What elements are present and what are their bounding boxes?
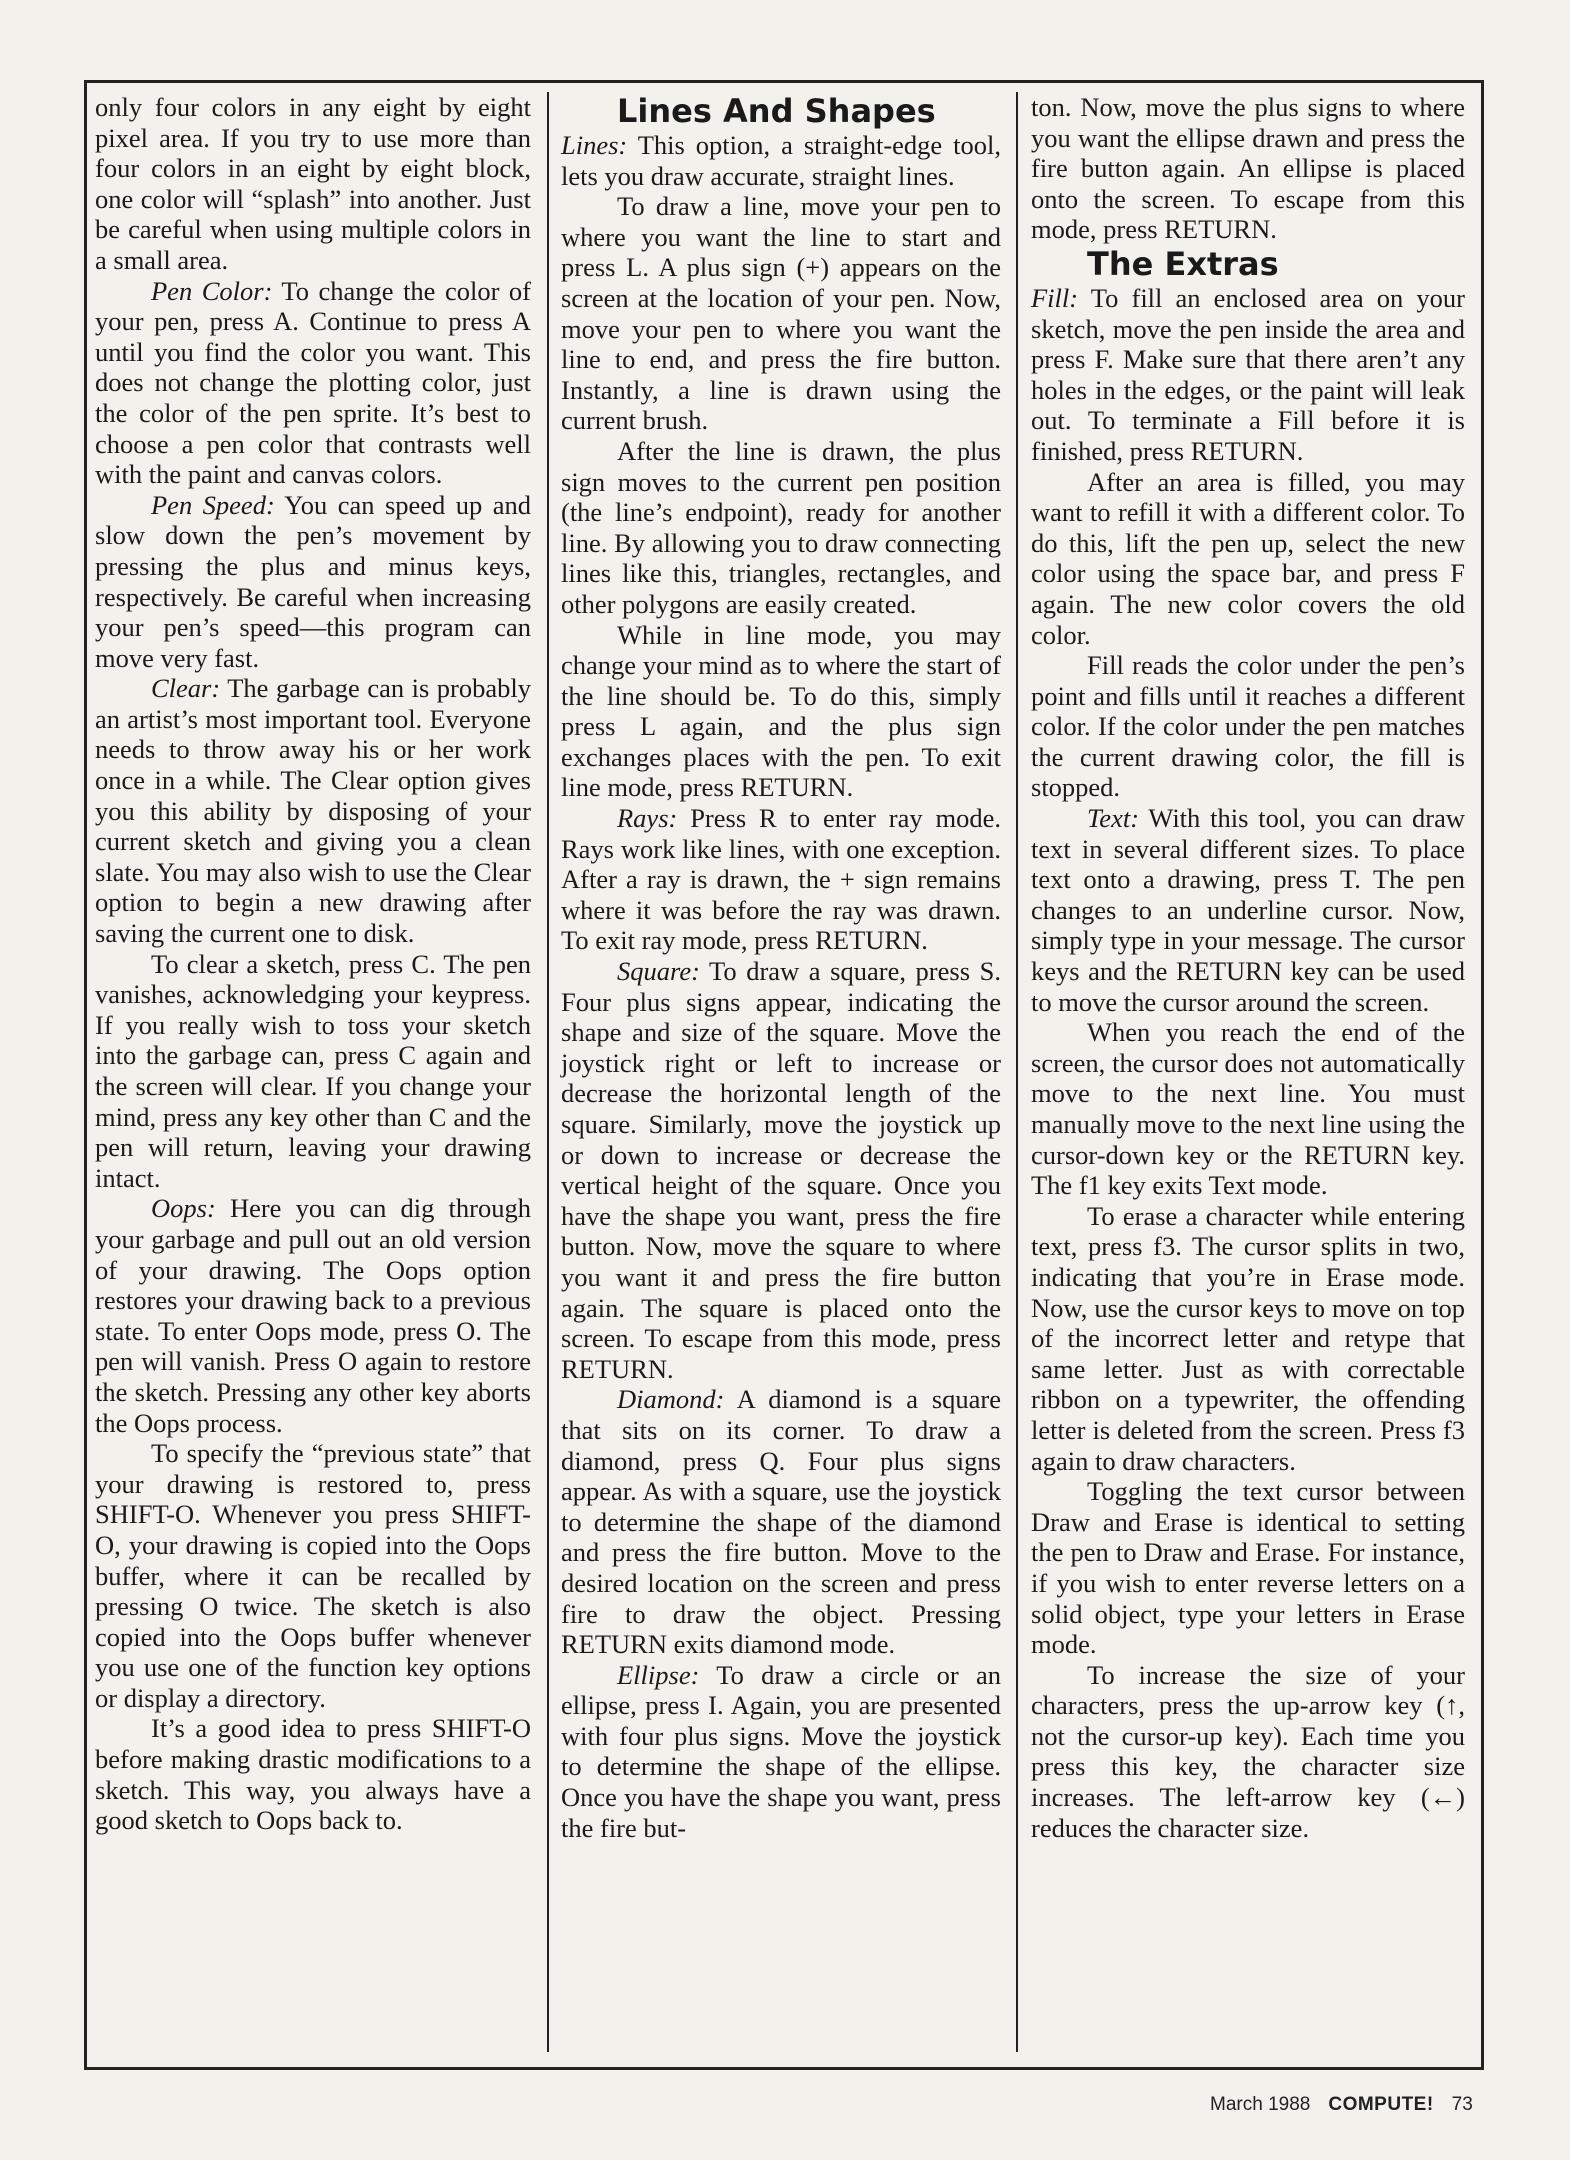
paragraph [95, 949, 531, 1194]
column-3 [1031, 92, 1465, 1843]
paragraph-text: Toggling the text cursor between Draw and Erase is identical to setting the pen to Draw and Erase. For instance, if you wish to enter reverse letters on a solid object, type your letters in Erase mode. [1031, 1476, 1465, 1660]
paragraph-text: When you reach the end of the screen, the cursor does not automatically move to the next line. You must manually move to the next line using the cursor-down key or the RETURN key. The f1 key exits Text mode. [1031, 1017, 1465, 1201]
paragraph-text: To increase the size of your characters, press the up-arrow key (↑, not the cursor-up key). Each time you press this key, the character size increases. The left-arrow key (←) reduces the character size. [1031, 1659, 1465, 1843]
paragraph-text: To specify the “previous state” that your drawing is restored to, press SHIFT-O. Whenever you press SHIFT-O, your drawing is copied into the Oops buffer, where it can be recalled by pressing O twice. The sketch is also copied into the Oops buffer whenever you use one of the function key options or display a directory. [95, 1438, 531, 1713]
paragraph [1031, 1476, 1465, 1660]
paragraph-text: To draw a square, press S. Four plus signs appear, indicating the shape and size of the square. Move the joystick right or left to increase or decrease the horizontal length of the square. Similarly, move the joystick up or down to increase or decrease the vertical height of the square. Once you have the shape you want, press the fire button. Now, move the square to where you want it and press the fire button again. The square is placed onto the screen. To escape from this mode, press RETURN. [561, 956, 1001, 1384]
paragraph [1031, 1660, 1465, 1844]
paragraph [95, 276, 531, 490]
paragraph-text: This option, a straight-edge tool, lets you draw accurate, straight lines. [561, 130, 1001, 191]
page-footer [1210, 2094, 1500, 2116]
option-term: Ellipse: [617, 1659, 700, 1690]
option-term: Diamond: [617, 1384, 725, 1415]
option-term: Fill: [1031, 282, 1079, 313]
paragraph [1031, 1201, 1465, 1476]
paragraph [95, 490, 531, 674]
option-term: Lines: [561, 130, 628, 160]
paragraph [95, 673, 531, 948]
option-term: Pen Speed: [151, 489, 275, 520]
column-3-body-top [1031, 92, 1465, 245]
paragraph [95, 1438, 531, 1713]
paragraph [1031, 803, 1465, 1017]
paragraph [1031, 283, 1465, 467]
paragraph-text: It’s a good idea to press SHIFT-O before making drastic modifications to a sketch. This way, you always have a good sketch to Oops back to. [95, 1713, 531, 1836]
paragraph-text: You can speed up and slow down the pen’s movement by pressing the plus and minus keys, respectively. Be careful when increasing your pen’s speed—this program can move very fast. [95, 489, 531, 673]
paragraph [561, 620, 1001, 804]
paragraph [561, 130, 1001, 191]
section-heading-the-extras: The Extras [1087, 244, 1279, 283]
paragraph [1031, 1017, 1465, 1201]
paragraph [95, 1193, 531, 1438]
page-number: 73 [1451, 2094, 1473, 2115]
paragraph-text: To draw a circle or an ellipse, press I. Again, you are presented with four plus signs. Move the joystick to determine the shape of the ellipse. Once you have the shape you want, press the fire but- [561, 1659, 1001, 1843]
paragraph-text: Fill reads the color under the pen’s point and fills until it reaches a different color. If the color under the pen matches the current drawing color, the fill is stopped. [1031, 650, 1465, 803]
option-term: Pen Color: [151, 275, 273, 306]
section-heading-lines-and-shapes: Lines And Shapes [617, 92, 936, 130]
paragraph [561, 436, 1001, 620]
paragraph-text: To clear a sketch, press C. The pen vanishes, acknowledging your keypress. If you really wish to toss your sketch into the garbage can, press C again and the screen will clear. If you change your mind, press any key other than C and the pen will return, leaving your drawing intact. [95, 948, 531, 1193]
paragraph-text: Here you can dig through your garbage and pull out an old version of your drawing. The Oops option restores your drawing back to a previous state. To enter Oops mode, press O. The pen will vanish. Press O again to restore the sketch. Pressing any other key aborts the Oops process. [95, 1193, 531, 1438]
option-term: Text: [1087, 803, 1140, 834]
paragraph [561, 1384, 1001, 1659]
paragraph-text: With this tool, you can draw text in several different sizes. To place text onto a drawing, press T. The pen changes to an underline cursor. Now, simply type in your message. The cursor keys and the RETURN key can be used to move the cursor around the screen. [1031, 803, 1465, 1017]
paragraph-text: Press R to enter ray mode. Rays work like lines, with one exception. After a ray is drawn, the + sign remains where it was before the ray was drawn. To exit ray mode, press RETURN. [561, 803, 1001, 956]
option-term: Oops: [151, 1193, 216, 1224]
column-2-body [561, 130, 1001, 1843]
paragraph [561, 803, 1001, 956]
column-rule-1 [547, 92, 549, 2052]
paragraph [1031, 467, 1465, 651]
column-3-body [1031, 283, 1465, 1843]
paragraph [561, 1660, 1001, 1844]
paragraph [561, 956, 1001, 1384]
option-term: Clear: [151, 673, 221, 704]
paragraph [1031, 92, 1465, 245]
issue-date: March 1988 [1210, 2094, 1311, 2115]
paragraph-text: ton. Now, move the plus signs to where you want the ellipse drawn and press the fire button again. An ellipse is placed onto the screen. To escape from this mode, press RETURN. [1031, 92, 1465, 245]
paragraph-text: To fill an enclosed area on your sketch, move the pen inside the area and press F. Make sure that there aren’t any holes in the edges, or the paint will leak out. To terminate a Fill before it is finished, press RETURN. [1031, 282, 1465, 466]
paragraph-text: While in line mode, you may change your mind as to where the start of the line should be. To do this, simply press L again, and the plus sign exchanges places with the pen. To exit line mode, press RETURN. [561, 619, 1001, 803]
paragraph [95, 92, 531, 276]
column-rule-2 [1016, 92, 1018, 2052]
paragraph-text: After the line is drawn, the plus sign moves to the current pen position (the line’s endpoint), ready for another line. By allowing you to draw connecting lines like this, triangles, rectangles, and other polygons are easily created. [561, 435, 1001, 619]
magazine-name: COMPUTE! [1328, 2094, 1434, 2115]
paragraph-text: To change the color of your pen, press A. Continue to press A until you find the color you want. This does not change the plotting color, just the color of the pen sprite. It’s best to choose a pen color that contrasts well with the paint and canvas colors. [95, 275, 531, 490]
paragraph [1031, 650, 1465, 803]
paragraph-text: A diamond is a square that sits on its corner. To draw a diamond, press Q. Four plus signs appear. As with a square, use the joystick to determine the shape of the diamond and press the fire button. Move to the desired location on the screen and press fire to draw the object. Pressing RETURN exits diamond mode. [561, 1384, 1001, 1660]
paragraph-text: To draw a line, move your pen to where you want the line to start and press L. A plus sign (+) appears on the screen at the location of your pen. Now, move your pen to where you want the line to end, and press the fire button. Instantly, a line is drawn using the current brush. [561, 191, 1001, 436]
option-term: Rays: [617, 803, 678, 834]
paragraph-text: After an area is filled, you may want to refill it with a different color. To do this, lift the pen up, select the new color using the space bar, and press F again. The new color covers the old color. [1031, 466, 1465, 650]
paragraph-text: only four colors in any eight by eight pixel area. If you try to use more than four colors in an eight by eight block, one color will “splash” into another. Just be careful when using multiple colors in a small area. [95, 92, 531, 275]
option-term: Square: [617, 956, 700, 987]
paragraph [561, 191, 1001, 436]
paragraph [95, 1713, 531, 1835]
column-2 [561, 92, 1001, 1843]
column-1 [95, 92, 531, 1836]
paragraph-text: The garbage can is probably an artist’s most important tool. Everyone needs to throw away his or her work once in a while. The Clear option gives you this ability by disposing of your current sketch and giving you a clean slate. You may also wish to use the Clear option to begin a new drawing after saving the current one to disk. [95, 673, 531, 949]
paragraph-text: To erase a character while entering text, press f3. The cursor splits in two, indicating that you’re in Erase mode. Now, use the cursor keys to move on top of the incorrect letter and retype that same letter. Just as with correctable ribbon on a typewriter, the offending letter is deleted from the screen. Press f3 again to draw characters. [1031, 1200, 1465, 1476]
